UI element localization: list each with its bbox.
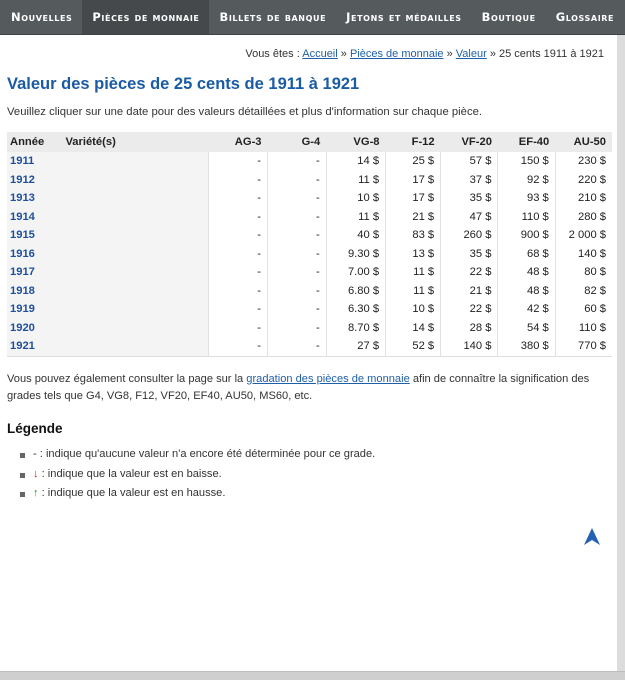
value-cell-vf20: 35 $ <box>441 189 498 208</box>
arrow-down-icon: ↓ <box>33 467 39 480</box>
column-header-vg8: VG-8 <box>326 132 385 152</box>
value-cell-vf20: 140 $ <box>441 337 498 356</box>
value-cell-ef40: 42 $ <box>498 300 555 319</box>
breadcrumb-separator: » <box>340 48 347 60</box>
variety-cell <box>62 282 208 301</box>
value-cell-vg8: 11 $ <box>326 171 385 190</box>
year-cell <box>7 171 62 190</box>
value-cell-vg8: 40 $ <box>326 226 385 245</box>
grading-page-link[interactable]: gradation des pièces de monnaie <box>246 373 410 385</box>
legend-item-decrease <box>20 465 375 485</box>
value-cell-f12: 21 $ <box>386 208 441 227</box>
grading-note <box>7 371 607 405</box>
column-header-f12: F-12 <box>386 132 441 152</box>
value-cell-vf20: 37 $ <box>441 171 498 190</box>
bullet-icon <box>20 473 25 478</box>
nav-item-pieces-de-monnaie[interactable]: Pièces de monnaie <box>82 0 209 34</box>
value-cell-g4: - <box>268 226 327 245</box>
year-cell <box>7 226 62 245</box>
value-cell-f12: 17 $ <box>386 171 441 190</box>
year-cell <box>7 319 62 338</box>
table-row <box>7 208 612 227</box>
up-arrow-icon <box>584 528 600 546</box>
value-cell-ag3: - <box>208 226 267 245</box>
bullet-icon <box>20 453 25 458</box>
variety-cell <box>62 226 208 245</box>
year-link[interactable]: 1913 <box>10 192 35 205</box>
value-cell-vg8: 9.30 $ <box>326 245 385 264</box>
variety-cell <box>62 319 208 338</box>
value-cell-vf20: 21 $ <box>441 282 498 301</box>
variety-cell <box>62 152 208 171</box>
value-cell-g4: - <box>268 208 327 227</box>
note-text-after: afin de connaître la signification des grades tels que G4, VG8, F12, VF20, EF40, AU50, MS60, etc. <box>7 373 590 402</box>
column-header-g4: G-4 <box>268 132 327 152</box>
value-cell-ag3: - <box>208 263 267 282</box>
value-cell-vg8: 8.70 $ <box>326 319 385 338</box>
value-cell-g4: - <box>268 337 327 356</box>
table-row <box>7 300 612 319</box>
value-cell-ef40: 92 $ <box>498 171 555 190</box>
table-row <box>7 263 612 282</box>
year-cell <box>7 152 62 171</box>
nav-item-jetons-et-medailles[interactable]: Jetons et médailles <box>346 10 462 24</box>
variety-cell <box>62 245 208 264</box>
nav-item-boutique[interactable]: Boutique <box>481 10 536 24</box>
value-cell-vf20: 57 $ <box>441 152 498 171</box>
value-cell-ag3: - <box>208 337 267 356</box>
value-cell-ef40: 54 $ <box>498 319 555 338</box>
variety-cell <box>62 208 208 227</box>
legend-text: : indique que la valeur est en baisse. <box>41 467 222 480</box>
value-cell-vg8: 27 $ <box>326 337 385 356</box>
year-cell <box>7 189 62 208</box>
variety-cell <box>62 337 208 356</box>
year-cell <box>7 245 62 264</box>
value-cell-au50: 230 $ <box>578 155 606 168</box>
value-cell-g4: - <box>268 171 327 190</box>
value-cell-f12: 11 $ <box>386 263 441 282</box>
value-cell-au50: 80 $ <box>584 266 606 279</box>
year-cell <box>7 300 62 319</box>
value-cell-ag3: - <box>208 171 267 190</box>
value-cell-au50: 82 $ <box>584 284 606 297</box>
legend-text: : indique que la valeur est en hausse. <box>41 487 226 499</box>
year-cell <box>7 263 62 282</box>
breadcrumb-home-link[interactable]: Accueil <box>302 48 338 60</box>
coin-values-table <box>7 132 612 357</box>
value-cell-g4: - <box>268 282 327 301</box>
note-text-before: Vous pouvez également consulter la page sur la <box>7 373 244 385</box>
value-cell-vg8: 6.80 $ <box>326 282 385 301</box>
year-link[interactable]: 1915 <box>10 229 35 242</box>
arrow-up-icon: ↑ <box>33 487 39 499</box>
value-cell-ef40: 48 $ <box>498 282 555 301</box>
breadcrumb-coins-link[interactable]: Pièces de monnaie <box>349 48 444 60</box>
value-cell-vg8: 7.00 $ <box>326 263 385 282</box>
bullet-icon <box>20 492 25 497</box>
value-cell-f12: 17 $ <box>386 189 441 208</box>
value-cell-vf20: 28 $ <box>441 319 498 338</box>
column-header-year: Année <box>7 132 62 152</box>
table-row <box>7 226 612 245</box>
value-cell-vg8: 10 $ <box>326 189 385 208</box>
breadcrumb-separator: » <box>489 48 496 60</box>
value-cell-ef40: 110 $ <box>498 208 555 227</box>
value-cell-ag3: - <box>208 152 267 171</box>
value-cell-ag3: - <box>208 319 267 338</box>
value-cell-ef40: 93 $ <box>498 189 555 208</box>
year-link[interactable]: 1911 <box>10 155 35 168</box>
breadcrumb-value-link[interactable]: Valeur <box>455 48 487 60</box>
value-cell-f12: 10 $ <box>386 300 441 319</box>
value-cell-g4: - <box>268 245 327 264</box>
value-cell-ef40: 150 $ <box>498 152 555 171</box>
value-cell-f12: 14 $ <box>386 319 441 338</box>
value-cell-au50: 60 $ <box>584 303 606 316</box>
column-header-au50: AU-50 <box>555 132 612 152</box>
column-header-variety: Variété(s) <box>62 132 208 152</box>
legend-list <box>20 445 375 504</box>
legend-item-no-value <box>20 445 375 465</box>
year-link[interactable]: 1921 <box>10 340 35 353</box>
value-cell-au50: 210 $ <box>578 192 606 205</box>
value-cell-vf20: 22 $ <box>441 263 498 282</box>
year-cell <box>7 282 62 301</box>
value-cell-ag3: - <box>208 245 267 264</box>
variety-cell <box>62 189 208 208</box>
nav-item-nouvelles[interactable]: Nouvelles <box>11 10 73 24</box>
main-content <box>0 35 617 671</box>
value-cell-g4: - <box>268 152 327 171</box>
value-cell-f12: 25 $ <box>386 152 441 171</box>
value-cell-g4: - <box>268 263 327 282</box>
value-cell-vg8: 6.30 $ <box>326 300 385 319</box>
value-cell-ef40: 900 $ <box>498 226 555 245</box>
table-row <box>7 245 612 264</box>
year-link[interactable]: 1919 <box>10 303 35 316</box>
breadcrumb-separator: » <box>446 48 453 60</box>
value-cell-f12: 13 $ <box>386 245 441 264</box>
legend-symbol-dash: - <box>33 448 37 460</box>
table-row <box>7 152 612 171</box>
value-cell-vf20: 260 $ <box>441 226 498 245</box>
legend-title: Légende <box>7 421 63 436</box>
value-cell-au50: 140 $ <box>578 247 606 260</box>
value-cell-g4: - <box>268 319 327 338</box>
value-cell-au50: 220 $ <box>578 173 606 186</box>
scrollbar-track[interactable] <box>617 35 625 671</box>
top-navigation <box>0 0 625 35</box>
value-cell-au50: 2 000 $ <box>568 229 606 242</box>
value-cell-ag3: - <box>208 300 267 319</box>
value-cell-ef40: 380 $ <box>498 337 555 356</box>
breadcrumb-current: 25 cents 1911 à 1921 <box>499 48 604 60</box>
variety-cell <box>62 171 208 190</box>
value-cell-ag3: - <box>208 282 267 301</box>
year-link[interactable]: 1912 <box>10 173 35 186</box>
year-link[interactable]: 1914 <box>10 210 35 223</box>
year-link[interactable]: 1920 <box>10 321 35 334</box>
value-cell-f12: 52 $ <box>386 337 441 356</box>
table-row <box>7 337 612 356</box>
year-link[interactable]: 1916 <box>10 247 35 260</box>
value-cell-vg8: 11 $ <box>326 208 385 227</box>
breadcrumb-prefix: Vous êtes : <box>245 48 300 60</box>
variety-cell <box>62 263 208 282</box>
value-cell-ef40: 68 $ <box>498 245 555 264</box>
value-cell-g4: - <box>268 300 327 319</box>
back-to-top-button[interactable] <box>584 528 600 546</box>
page-title: Valeur des pièces de 25 cents de 1911 à 1921 <box>7 75 360 93</box>
value-cell-f12: 83 $ <box>386 226 441 245</box>
value-cell-vf20: 22 $ <box>441 300 498 319</box>
table-row <box>7 319 612 338</box>
nav-item-billets-de-banque[interactable]: Billets de banque <box>219 10 327 24</box>
value-cell-vf20: 35 $ <box>441 245 498 264</box>
value-cell-g4: - <box>268 189 327 208</box>
page-intro: Veuillez cliquer sur une date pour des valeurs détaillées et plus d'information sur chaque pièce. <box>7 106 483 118</box>
value-cell-vf20: 47 $ <box>441 208 498 227</box>
year-link[interactable]: 1917 <box>10 266 35 279</box>
column-header-ef40: EF-40 <box>498 132 555 152</box>
table-row <box>7 282 612 301</box>
column-header-vf20: VF-20 <box>441 132 498 152</box>
value-cell-au50: 110 $ <box>578 321 606 334</box>
table-header-row <box>7 132 612 152</box>
variety-cell <box>62 300 208 319</box>
value-cell-vg8: 14 $ <box>326 152 385 171</box>
value-cell-ag3: - <box>208 208 267 227</box>
value-cell-au50: 280 $ <box>578 210 606 223</box>
breadcrumb <box>245 48 604 60</box>
nav-item-glossaire[interactable]: Glossaire <box>555 10 615 24</box>
value-cell-f12: 11 $ <box>386 282 441 301</box>
column-header-ag3: AG-3 <box>208 132 267 152</box>
value-cell-au50: 770 $ <box>555 337 612 356</box>
legend-text: : indique qu'aucune valeur n'a encore été déterminée pour ce grade. <box>39 448 376 460</box>
table-row <box>7 171 612 190</box>
year-cell <box>7 337 62 356</box>
year-link[interactable]: 1918 <box>10 284 35 297</box>
value-cell-ag3: - <box>208 189 267 208</box>
year-cell <box>7 208 62 227</box>
legend-item-increase <box>20 484 375 504</box>
value-cell-ef40: 48 $ <box>498 263 555 282</box>
table-row <box>7 189 612 208</box>
